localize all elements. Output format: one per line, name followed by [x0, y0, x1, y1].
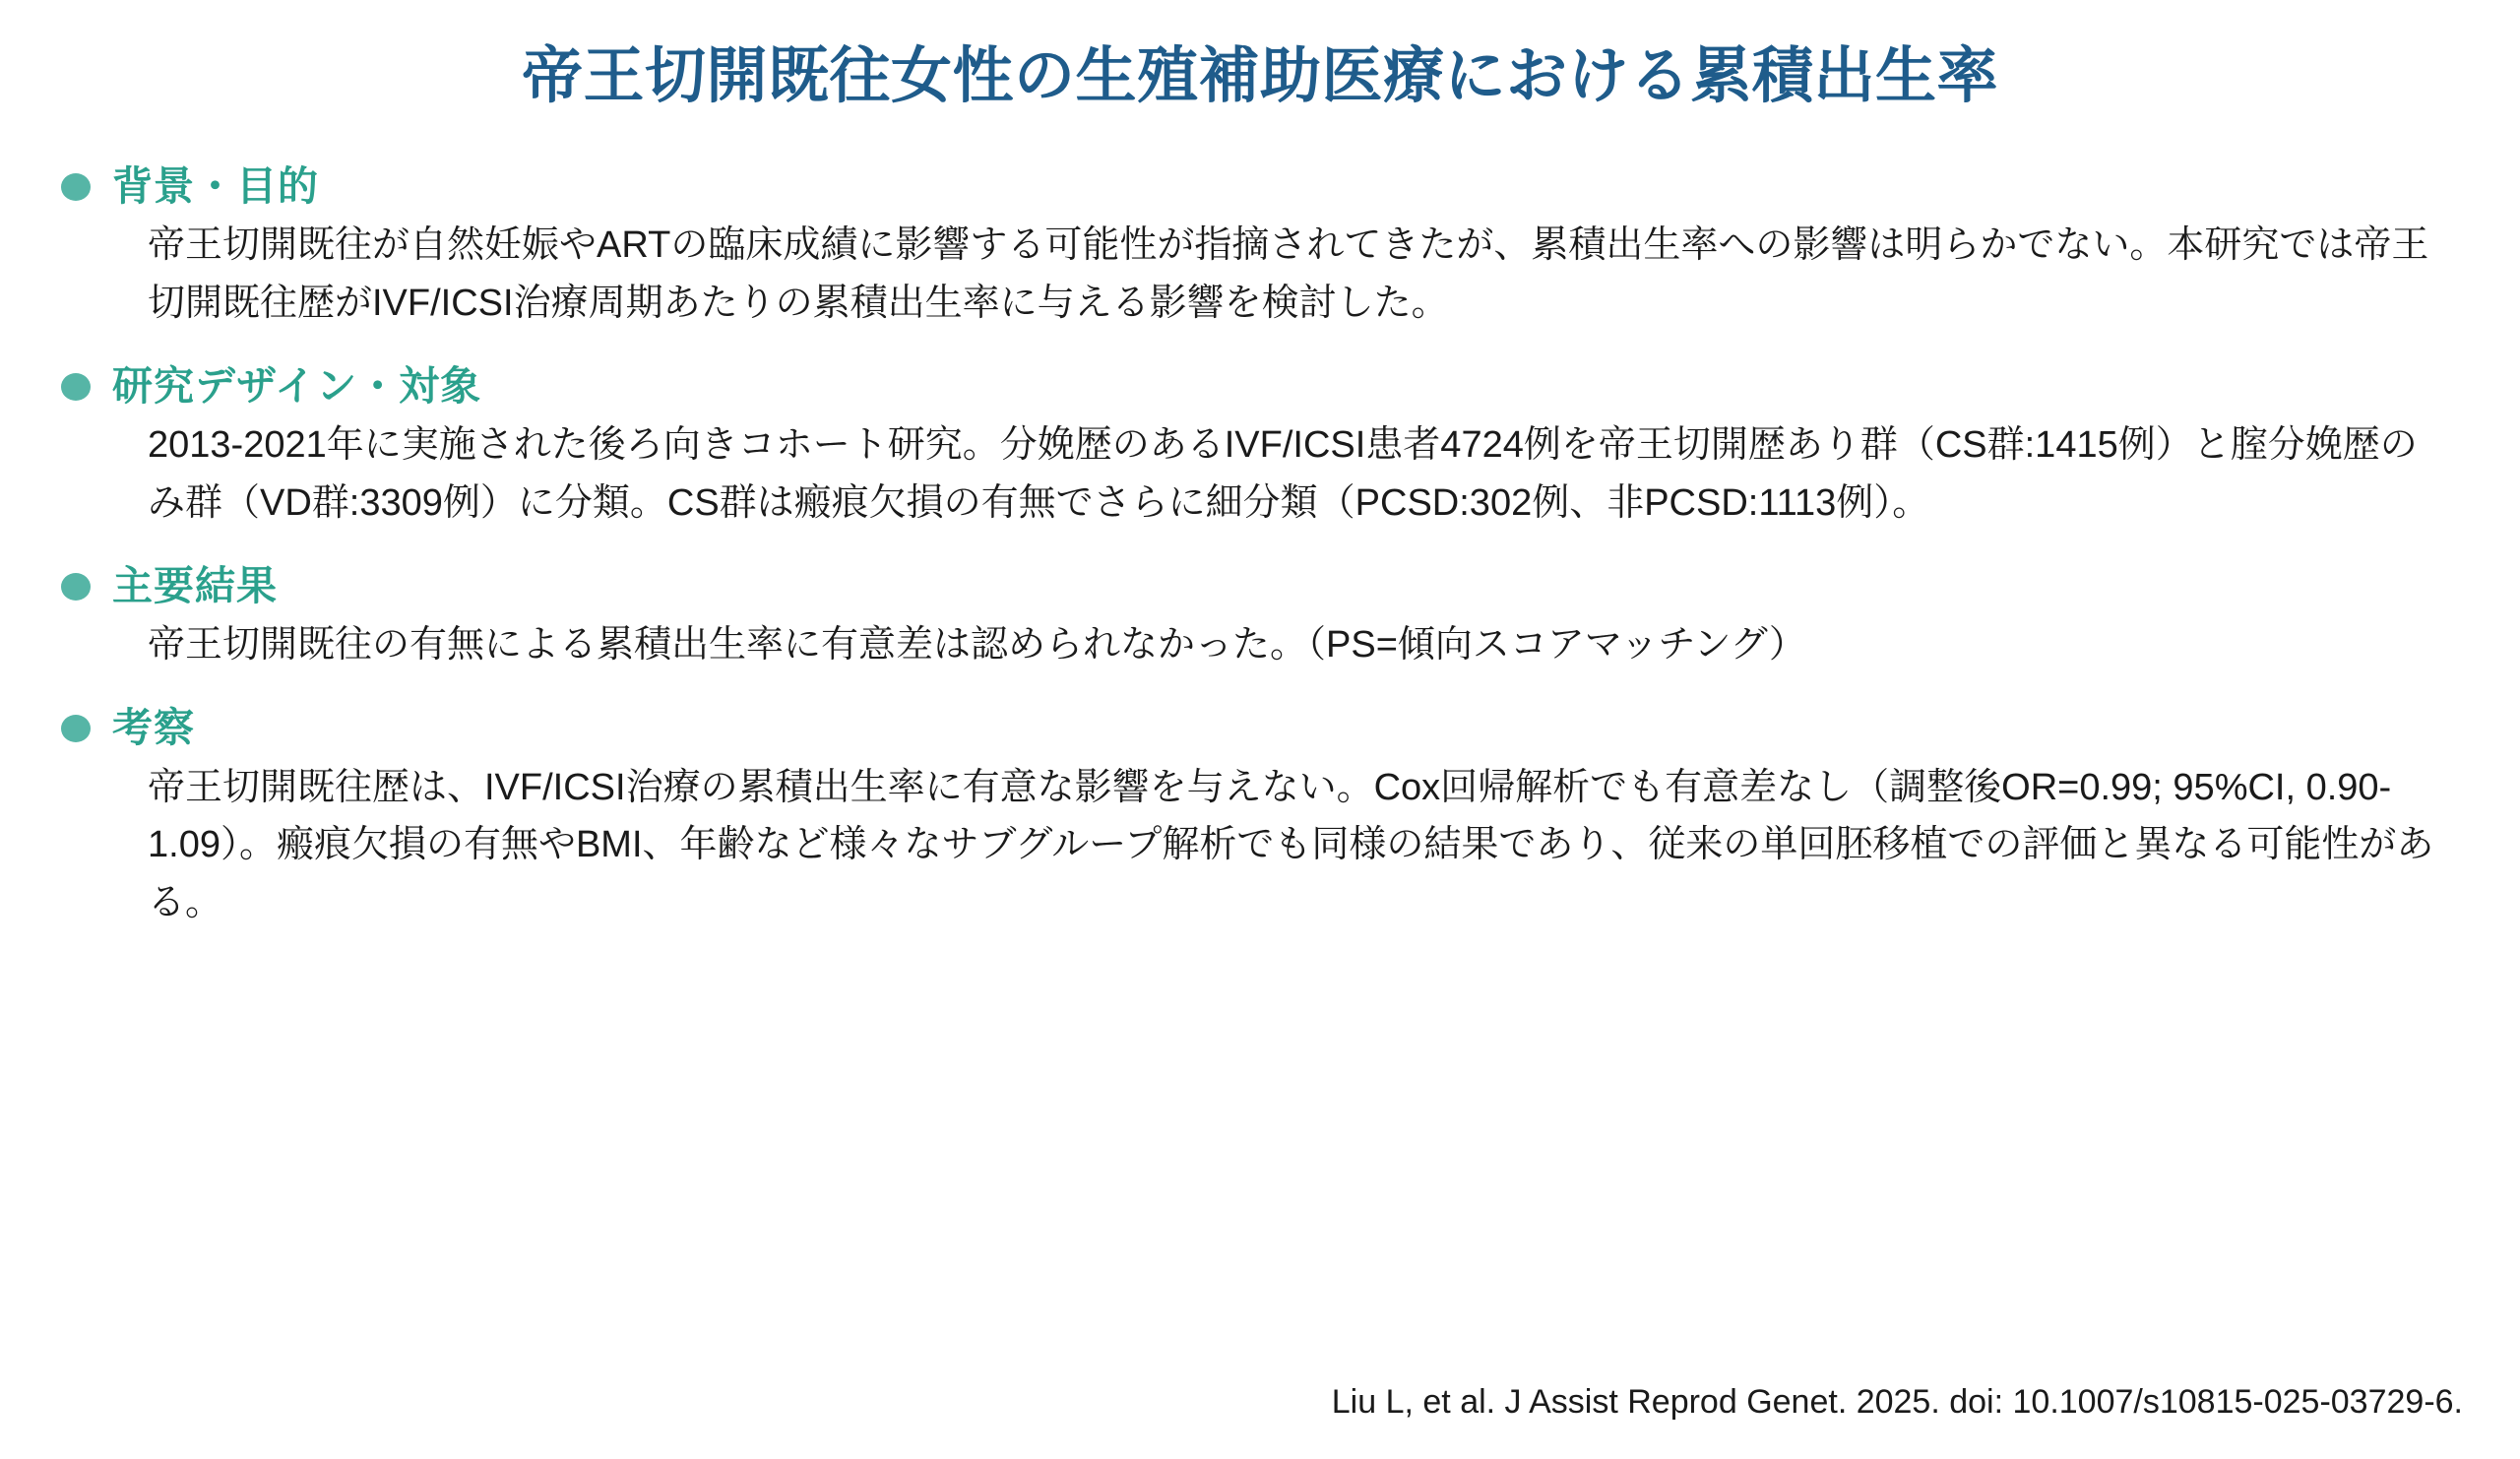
section-heading-row [61, 162, 2461, 211]
section-heading-row [61, 362, 2461, 411]
section-text: 帝王切開既往歴は、IVF/ICSI治療の累積出生率に有意な影響を与えない。Cox回帰解析でも有意差なし（調整後OR=0.99; 95%CI, 0.90-1.09）。瘢痕欠損の有無やBMI、年齢など様々なサブグループ解析でも同様の結果であり、従来の単回胚移植での評価と異なる可能性がある。 [148, 766, 2434, 924]
bullet-dot-icon [61, 715, 91, 742]
section-design [61, 362, 2461, 533]
section-text: 2013-2021年に実施された後ろ向きコホート研究。分娩歴のあるIVF/ICSI患者4724例を帝王切開歴あり群（CS群:1415例）と腟分娩歴のみ群（VD群:3309例）に分類。CS群は瘢痕欠損の有無でさらに細分類（PCSD:302例、非PCSD:1113例）。 [148, 424, 2418, 525]
section-heading-row [61, 704, 2461, 752]
section-background [61, 162, 2461, 333]
section-text: 帝王切開既往の有無による累積出生率に有意差は認められなかった。（PS=傾向スコアマッチング） [148, 624, 1806, 666]
section-heading-row [61, 562, 2461, 610]
section-title: 主要結果 [112, 563, 278, 609]
section-title: 背景・目的 [112, 163, 319, 210]
section-text: 帝王切開既往が自然妊娠やARTの臨床成績に影響する可能性が指摘されてきたが、累積出生率への影響は明らかでない。本研究では帝王切開既往歴がIVF/ICSI治療周期あたりの累積出生率に与える影響を検討した。 [148, 224, 2429, 325]
section-results [61, 562, 2461, 674]
bullet-dot-icon [61, 573, 91, 601]
section-discussion [61, 704, 2461, 932]
section-title: 考察 [112, 705, 195, 751]
bullet-dot-icon [61, 173, 91, 201]
section-title: 研究デザイン・対象 [112, 363, 482, 410]
content-body [0, 162, 2520, 932]
bullet-dot-icon [61, 373, 91, 401]
page-title: 帝王切開既往女性の生殖補助医療における累積出生率 [521, 42, 1998, 110]
slide [0, 41, 2520, 1459]
citation: Liu L, et al. J Assist Reprod Genet. 2025. doi: 10.1007/s10815-025-03729-6. [1331, 1382, 2463, 1421]
